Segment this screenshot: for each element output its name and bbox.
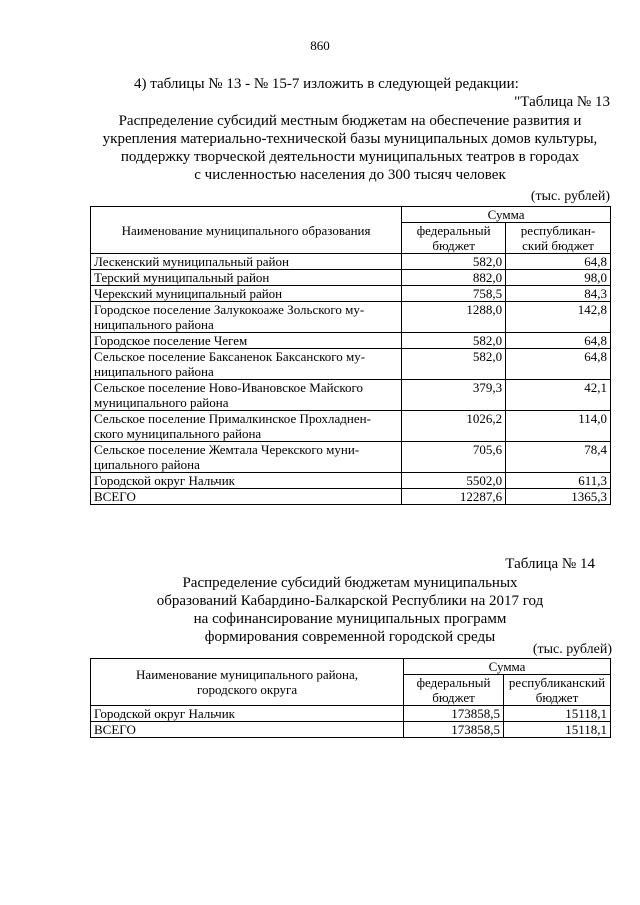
row-name-line: Сельское поселение Прималкинское Прохладнен-	[94, 411, 371, 426]
table14-title-line: формирования современной городской среды	[204, 629, 496, 645]
table-row	[91, 473, 611, 489]
row-name-line: Черекский муниципальный район	[94, 286, 283, 301]
row-federal: 582,0	[402, 254, 506, 270]
table14-body	[91, 706, 611, 738]
row-federal: 1288,0	[402, 302, 506, 333]
table14-units: (тыс. рублей)	[532, 642, 612, 657]
header-line: бюджет	[432, 690, 475, 705]
table13-units: (тыс. рублей)	[530, 189, 610, 204]
table14	[90, 658, 611, 738]
table-row	[91, 286, 611, 302]
page-number: 860	[310, 38, 330, 53]
row-name-line: муниципального района	[94, 395, 229, 410]
row-name-line: ВСЕГО	[94, 489, 136, 504]
row-federal: 758,5	[402, 286, 506, 302]
row-name-line: Городское поселение Залукокоаже Зольского му-	[94, 302, 365, 317]
header-line: Наименование муниципального района,	[136, 667, 359, 682]
table13-title-line: укрепления материально-технической базы муниципальных домов культуры,	[102, 131, 598, 147]
row-federal: 582,0	[402, 349, 506, 380]
row-federal: 705,6	[402, 442, 506, 473]
table14-title-line: образований Кабардино-Балкарской Республики на 2017 год	[156, 593, 544, 609]
table-row	[91, 349, 611, 380]
row-federal: 173858,5	[404, 722, 504, 738]
row-republic: 1365,3	[506, 489, 611, 505]
header-line: федеральный	[416, 223, 491, 238]
row-name-line: Сельское поселение Ново-Ивановское Майского	[94, 380, 364, 395]
row-federal: 882,0	[402, 270, 506, 286]
table-row	[91, 411, 611, 442]
row-name	[91, 270, 402, 286]
header-line: республиканский	[508, 675, 606, 690]
table-row	[91, 722, 611, 738]
row-republic: 98,0	[506, 270, 611, 286]
row-name-line: Терский муниципальный район	[94, 270, 270, 285]
row-name-line: Сельское поселение Баксаненок Баксанского му-	[94, 349, 366, 364]
row-name	[91, 722, 404, 738]
row-federal: 379,3	[402, 380, 506, 411]
header-line: бюджет	[535, 690, 579, 705]
row-name	[91, 254, 402, 270]
table-row	[91, 442, 611, 473]
row-name-line: Городской округ Нальчик	[94, 473, 235, 488]
table-row	[91, 489, 611, 505]
table13-header-sum: Сумма	[402, 207, 611, 223]
table13-header-federal	[402, 223, 506, 254]
row-republic: 142,8	[506, 302, 611, 333]
row-federal: 582,0	[402, 333, 506, 349]
intro-line: 4) таблицы № 13 - № 15-7 изложить в следующей редакции:	[134, 76, 519, 92]
row-name	[91, 489, 402, 505]
header-line: городского округа	[196, 682, 298, 697]
row-name-line: ципального района	[94, 457, 200, 472]
row-name-line: ниципального района	[94, 364, 214, 379]
table13-header-name: Наименование муниципального образования	[91, 207, 402, 254]
table13-title-line: с численностью населения до 300 тысяч человек	[194, 167, 506, 183]
row-republic: 84,3	[506, 286, 611, 302]
table14-header-republic	[504, 675, 611, 706]
table14-header-sum: Сумма	[404, 659, 611, 675]
header-line: федеральный	[416, 675, 491, 690]
table14-header-name	[91, 659, 404, 706]
table13-title-line: поддержку творческой деятельности муниципальных театров в городах	[120, 149, 580, 165]
row-republic: 15118,1	[504, 722, 611, 738]
table14-title-line: на софинансирование муниципальных программ	[193, 611, 507, 627]
row-name	[91, 473, 402, 489]
row-name-line: Городской округ Нальчик	[94, 706, 235, 721]
row-name-line: ВСЕГО	[94, 722, 136, 737]
row-name-line: ниципального района	[94, 317, 214, 332]
table-row	[91, 270, 611, 286]
row-name-line: Лескенский муниципальный район	[94, 254, 289, 269]
row-republic: 42,1	[506, 380, 611, 411]
table14-title	[0, 574, 640, 646]
row-name	[91, 286, 402, 302]
row-name	[91, 302, 402, 333]
row-name	[91, 442, 402, 473]
header-line: республикан-	[520, 223, 596, 238]
table13-body	[91, 254, 611, 505]
row-name-line: Сельское поселение Жемтала Черекского муни-	[94, 442, 360, 457]
table-row	[91, 706, 611, 722]
table-row	[91, 254, 611, 270]
row-name-line: ского муниципального района	[94, 426, 262, 441]
row-name	[91, 380, 402, 411]
table-row	[91, 333, 611, 349]
table14-header-federal	[404, 675, 504, 706]
table13-title	[0, 112, 640, 184]
row-republic: 64,8	[506, 349, 611, 380]
row-name	[91, 706, 404, 722]
table-row	[91, 302, 611, 333]
table13-number: "Таблица № 13	[514, 94, 610, 110]
row-republic: 611,3	[506, 473, 611, 489]
row-federal: 12287,6	[402, 489, 506, 505]
row-name	[91, 349, 402, 380]
row-federal: 1026,2	[402, 411, 506, 442]
header-line: бюджет	[432, 238, 475, 253]
table14-number: Таблица № 14	[505, 556, 595, 572]
row-republic: 114,0	[506, 411, 611, 442]
row-republic: 78,4	[506, 442, 611, 473]
row-republic: 15118,1	[504, 706, 611, 722]
row-name	[91, 333, 402, 349]
row-name	[91, 411, 402, 442]
row-federal: 5502,0	[402, 473, 506, 489]
table13-title-line: Распределение субсидий местным бюджетам на обеспечение развития и	[118, 113, 582, 129]
row-republic: 64,8	[506, 333, 611, 349]
table13	[90, 206, 611, 505]
row-federal: 173858,5	[404, 706, 504, 722]
row-republic: 64,8	[506, 254, 611, 270]
header-line: ский бюджет	[522, 238, 594, 253]
table13-header-republic	[506, 223, 611, 254]
table-row	[91, 380, 611, 411]
table14-title-line: Распределение субсидий бюджетам муниципальных	[182, 575, 518, 591]
row-name-line: Городское поселение Чегем	[94, 333, 248, 348]
